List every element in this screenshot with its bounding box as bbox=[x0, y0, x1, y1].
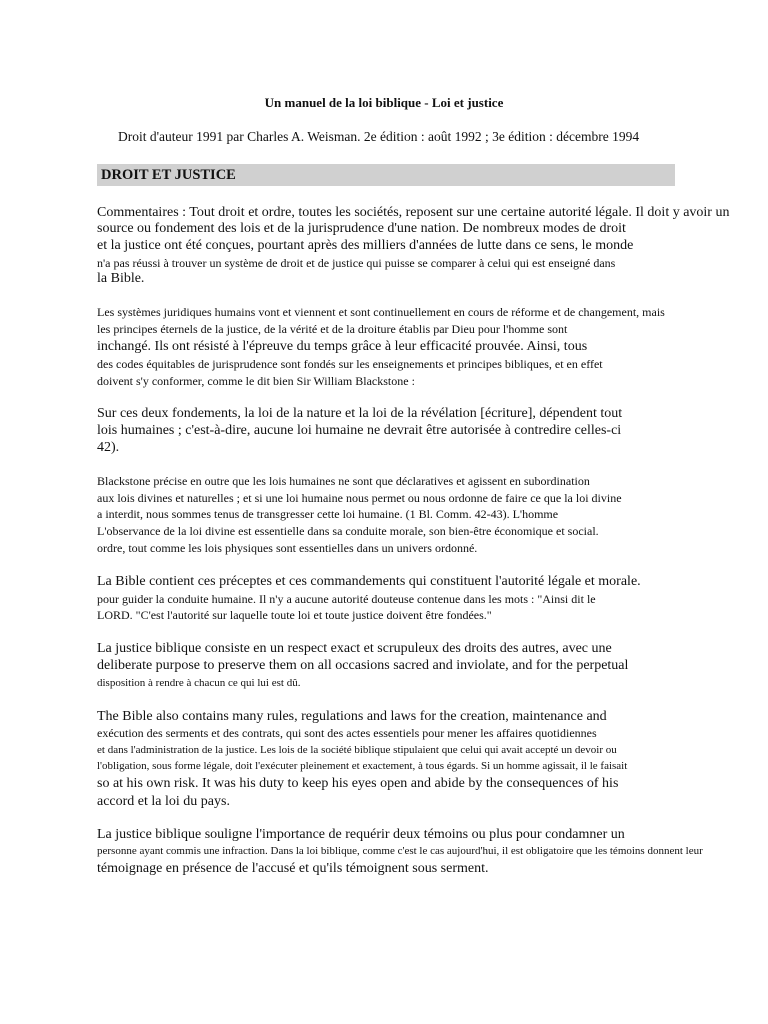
text-line: aux lois divines et naturelles ; et si une loi humaine nous permet ou nous ordonne de faire ce que la loi divine bbox=[97, 491, 622, 505]
text-line: so at his own risk. It was his duty to keep his eyes open and abide by the consequences of his bbox=[97, 776, 619, 791]
text-line: L'observance de la loi divine est essentielle dans sa conduite morale, son bien-être économique et social. bbox=[97, 524, 599, 538]
section-title: DROIT ET JUSTICE bbox=[101, 167, 236, 183]
text-line: inchangé. Ils ont résisté à l'épreuve du temps grâce à leur efficacité prouvée. Ainsi, tous bbox=[97, 339, 588, 354]
text-line: accord et la loi du pays. bbox=[97, 794, 230, 809]
text-line: deliberate purpose to preserve them on all occasions sacred and inviolate, and for the perpetual bbox=[97, 658, 629, 673]
text-line: l'obligation, sous forme légale, doit l'exécuter pleinement et exactement, à tous égards. Si un homme agissait, il le faisait bbox=[97, 760, 628, 772]
section-header-bar bbox=[97, 164, 675, 186]
text-line: ordre, tout comme les lois physiques sont essentielles dans un univers ordonné. bbox=[97, 541, 478, 555]
text-line: a interdit, nous sommes tenus de transgresser cette loi humaine. (1 Bl. Comm. 42-43). L'homme bbox=[97, 507, 559, 521]
text-line: les principes éternels de la justice, de la vérité et de la droiture établis par Dieu pour l'homme sont bbox=[97, 322, 568, 336]
text-line: doivent s'y conformer, comme le dit bien Sir William Blackstone : bbox=[97, 374, 415, 388]
text-line: The Bible also contains many rules, regulations and laws for the creation, maintenance and bbox=[97, 709, 607, 724]
text-line: personne ayant commis une infraction. Dans la loi biblique, comme c'est le cas aujourd'hui, il est obligatoire que les témoins donnent leur bbox=[97, 845, 703, 857]
text-line: 42). bbox=[97, 440, 120, 455]
text-line: exécution des serments et des contrats, qui sont des actes essentiels pour mener les affaires quotidiennes bbox=[97, 726, 597, 740]
text-line: La Bible contient ces préceptes et ces commandements qui constituent l'autorité légale et morale. bbox=[97, 574, 641, 589]
text-line: n'a pas réussi à trouver un système de droit et de justice qui puisse se comparer à celui qui est enseigné dans bbox=[97, 256, 616, 270]
text-line: Blackstone précise en outre que les lois humaines ne sont que déclaratives et agissent en subordination bbox=[97, 474, 590, 488]
text-line: des codes équitables de jurisprudence sont fondés sur les enseignements et principes bibliques, et en effet bbox=[97, 357, 603, 371]
text-line: témoignage en présence de l'accusé et qu'ils témoignent sous serment. bbox=[97, 861, 489, 876]
text-line: pour guider la conduite humaine. Il n'y a aucune autorité douteuse contenue dans les mots : "Ainsi dit le bbox=[97, 592, 596, 606]
text-line: La justice biblique souligne l'importance de requérir deux témoins ou plus pour condamner un bbox=[97, 827, 625, 842]
copyright-line: Droit d'auteur 1991 par Charles A. Weisman. 2e édition : août 1992 ; 3e édition : décembre 1994 bbox=[118, 129, 640, 144]
text-line: la Bible. bbox=[97, 271, 145, 286]
text-line: disposition à rendre à chacun ce qui lui est dû. bbox=[97, 677, 301, 689]
text-line: LORD. "C'est l'autorité sur laquelle toute loi et toute justice doivent être fondées." bbox=[97, 608, 492, 622]
text-line: La justice biblique consiste en un respect exact et scrupuleux des droits des autres, avec une bbox=[97, 641, 612, 656]
text-line: Sur ces deux fondements, la loi de la nature et la loi de la révélation [écriture], dépendent tout bbox=[97, 406, 623, 421]
text-line: source ou fondement des lois et de la jurisprudence d'une nation. De nombreux modes de droit bbox=[97, 221, 626, 236]
text-line: et dans l'administration de la justice. Les lois de la société biblique stipulaient que celui qui avait accepté un devoir ou bbox=[97, 744, 617, 756]
text-line: et la justice ont été conçues, pourtant après des milliers d'années de lutte dans ce sens, le monde bbox=[97, 238, 634, 253]
document-title: Un manuel de la loi biblique - Loi et justice bbox=[264, 95, 504, 110]
text-line: Les systèmes juridiques humains vont et viennent et sont continuellement en cours de réforme et de changement, mais bbox=[97, 305, 665, 319]
text-line: Commentaires : Tout droit et ordre, toutes les sociétés, reposent sur une certaine autorité légale. Il doit y avoir un bbox=[97, 205, 730, 220]
text-line: lois humaines ; c'est-à-dire, aucune loi humaine ne devrait être autorisée à contredire celles-ci bbox=[97, 423, 622, 438]
